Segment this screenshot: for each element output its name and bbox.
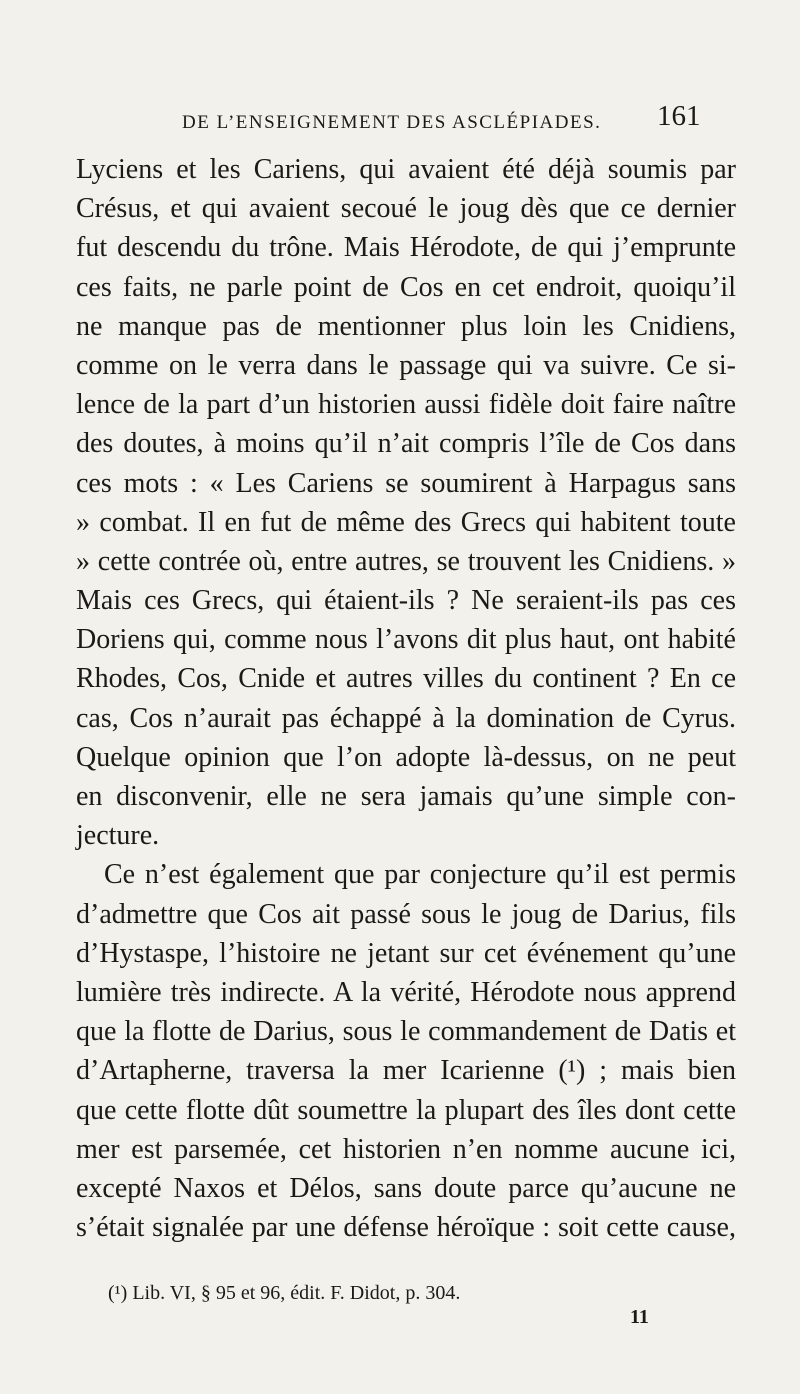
signature-mark: 11 bbox=[630, 1306, 649, 1328]
body-text bbox=[76, 150, 736, 1247]
text-line: » combat. Il en fut de même des Grecs qui habitent toute bbox=[76, 506, 736, 538]
text-line: cas, Cos n’aurait pas échappé à la domination de Cyrus. bbox=[76, 702, 736, 734]
text-line: des doutes, à moins qu’il n’ait compris l’île de Cos dans bbox=[76, 428, 736, 460]
text-line: en disconvenir, elle ne sera jamais qu’une simple con- bbox=[76, 781, 736, 812]
text-line: Crésus, et qui avaient secoué le joug dès que ce dernier bbox=[76, 193, 736, 225]
text-line: » cette contrée où, entre autres, se trouvent les Cnidiens. » bbox=[76, 545, 736, 577]
footnotes bbox=[108, 1280, 668, 1306]
page-number: 161 bbox=[657, 100, 701, 132]
text-line: Mais ces Grecs, qui étaient-ils ? Ne seraient-ils pas ces bbox=[76, 585, 736, 617]
text-line: mer est parsemée, cet historien n’en nomme aucune ici, bbox=[76, 1133, 736, 1165]
text-line: ces mots : « Les Cariens se soumirent à Harpagus sans bbox=[76, 467, 736, 499]
text-line: d’admettre que Cos ait passé sous le joug de Darius, fils bbox=[76, 898, 736, 930]
text-line: Quelque opinion que l’on adopte là-dessus, on ne peut bbox=[76, 741, 736, 773]
text-line: fut descendu du trône. Mais Hérodote, de qui j’emprunte bbox=[76, 232, 736, 264]
text-line: jecture. bbox=[76, 820, 160, 852]
text-line: ces faits, ne parle point de Cos en cet endroit, quoiqu’il bbox=[76, 271, 736, 303]
text-line: excepté Naxos et Délos, sans doute parce qu’aucune ne bbox=[76, 1172, 736, 1204]
text-line: d’Artapherne, traversa la mer Icarienne (¹) ; mais bien bbox=[76, 1055, 736, 1087]
text-line: Lyciens et les Cariens, qui avaient été déjà soumis par bbox=[76, 154, 736, 185]
footnote: (¹) Lib. VI, § 95 et 96, édit. F. Didot, p. 304. bbox=[108, 1282, 461, 1304]
text-line: Doriens qui, comme nous l’avons dit plus haut, ont habité bbox=[76, 624, 736, 656]
text-line: Ce n’est également que par conjecture qu’il est permis bbox=[104, 859, 736, 891]
text-line: s’était signalée par une défense héroïque : soit cette cause, bbox=[76, 1212, 736, 1244]
text-line: d’Hystaspe, l’histoire ne jetant sur cet événement qu’une bbox=[76, 937, 736, 969]
text-line: lence de la part d’un historien aussi fidèle doit faire naître bbox=[76, 389, 736, 421]
text-line: que cette flotte dût soumettre la plupart des îles dont cette bbox=[76, 1094, 736, 1126]
running-title: DE L’ENSEIGNEMENT DES ASCLÉPIADES. bbox=[182, 112, 602, 133]
text-line: lumière très indirecte. A la vérité, Hérodote nous apprend bbox=[76, 976, 736, 1008]
text-line: Rhodes, Cos, Cnide et autres villes du continent ? En ce bbox=[76, 663, 736, 695]
text-line: ne manque pas de mentionner plus loin les Cnidiens, bbox=[76, 310, 736, 342]
text-line: comme on le verra dans le passage qui va suivre. Ce si- bbox=[76, 349, 736, 381]
text-line: que la flotte de Darius, sous le commandement de Datis et bbox=[76, 1016, 736, 1048]
page-header bbox=[0, 100, 800, 140]
